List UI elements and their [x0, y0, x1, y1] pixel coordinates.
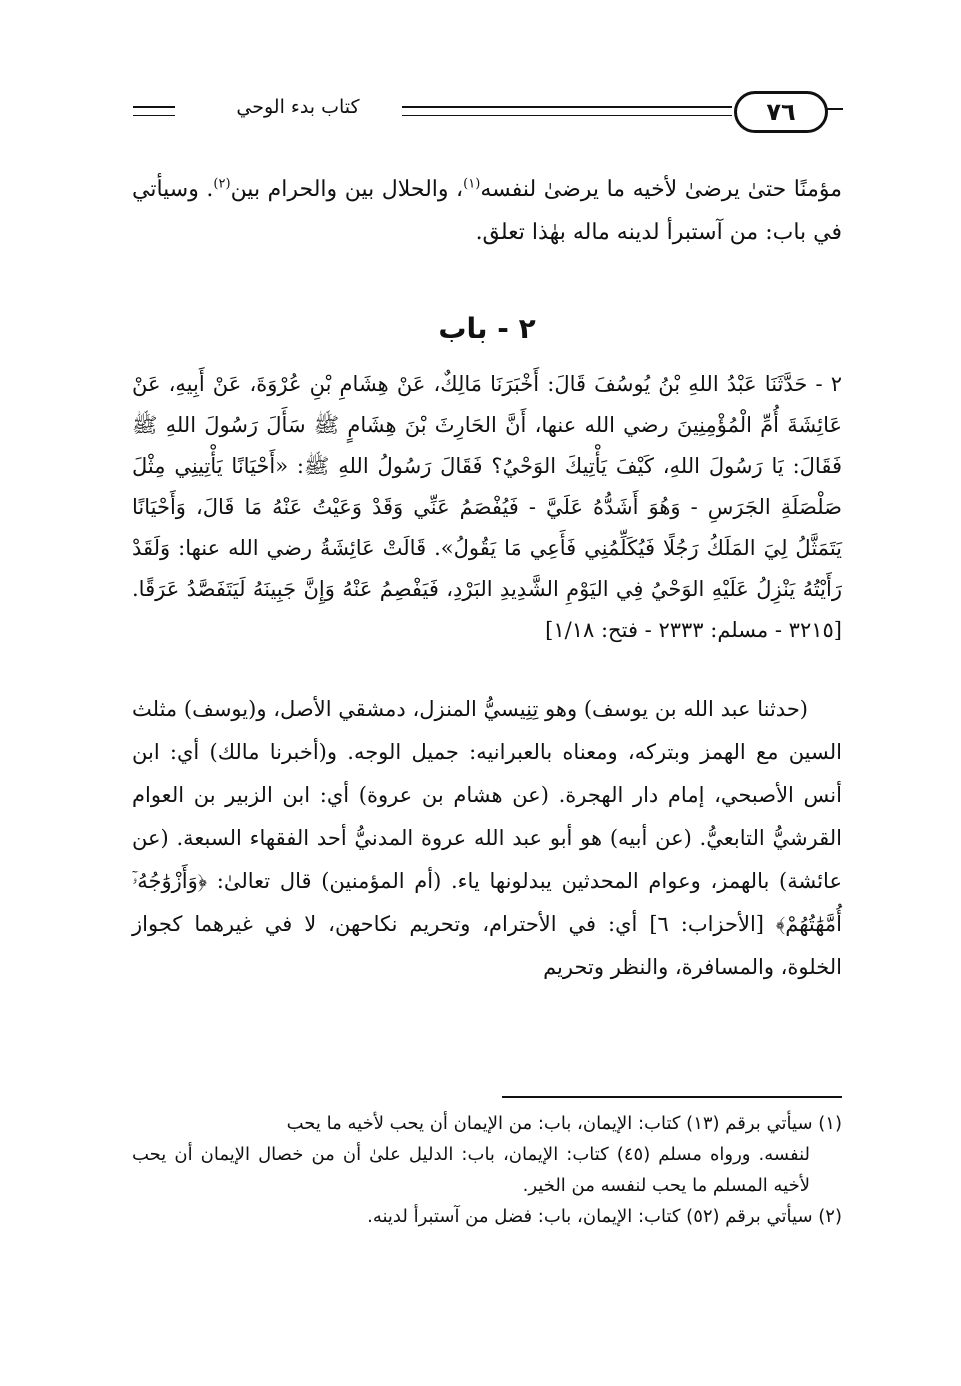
header-rule-right — [825, 108, 843, 110]
header-rule-mid-top — [402, 106, 732, 108]
footnotes — [132, 1108, 842, 1232]
top-text-2: ، والحلال بين والحرام بين — [230, 177, 464, 202]
footnote-2: (٢) سيأتي برقم (٥٢) كتاب: الإيمان، باب: فضل من آستبرأ لدينه. — [367, 1206, 842, 1227]
hadith-text: ٢ - حَدَّثَنَا عَبْدُ اللهِ بْنُ يُوسُفَ قَالَ: أَخْبَرَنَا مَالِكٌ، عَنْ هِشَامِ بْنِ عُرْوَةَ، عَنْ أَبِيهِ، عَنْ عَائِشَةَ أُمِّ الْمُؤْمِنِينَ رضي الله عنها، أَنَّ الحَارِثَ بْنَ هِشَامٍ ﷺ سَأَلَ رَسُولَ اللهِ ﷺ فَقَالَ: يَا رَسُولَ اللهِ، كَيْفَ يَأْتِيكَ الوَحْيُ؟ فَقَالَ رَسُولُ اللهِ ﷺ: «أَحْيَانًا يَأْتِينِي مِثْلَ صَلْصَلَةِ الجَرَسِ - وَهُوَ أَشَدُّهُ عَلَيَّ - فَيُفْصَمُ عَنِّي وَقَدْ وَعَيْتُ عَنْهُ مَا قَالَ، وَأَحْيَانًا يَتَمَثَّلُ لِيَ المَلَكُ رَجُلًا فَيُكَلِّمُنِي فَأَعِي مَا يَقُولُ». قَالَتْ عَائِشَةُ رضي الله عنها: وَلَقَدْ رَأَيْتُهُ يَنْزِلُ عَلَيْهِ الوَحْيُ فِي اليَوْمِ الشَّدِيدِ البَرْدِ، فَيَفْصِمُ عَنْهُ وَإِنَّ جَبِينَهُ لَيَتَفَصَّدُ عَرَقًا. — [132, 372, 842, 601]
footnote-1-line: (١) سيأتي برقم (١٣) كتاب: الإيمان، باب: من الإيمان أن يحب لأخيه ما يحب — [286, 1113, 842, 1134]
footnote-separator — [502, 1096, 842, 1098]
book-title: كتاب بدء الوحي — [236, 96, 360, 118]
hadith-block — [132, 364, 842, 651]
top-text-3: . وسيأتي في باب: من آستبرأ لدينه ماله بهٰذا تعلق. — [132, 177, 842, 245]
commentary-paragraph: (حدثنا عبد الله بن يوسف) وهو تِنِيسيُّ المنزل، دمشقي الأصل، و(يوسف) مثلث السين مع الهمز وبتركه، ومعناه بالعبرانيه: جميل الوجه. و(أخبرنا مالك) أي: ابن أنس الأصبحي، إمام دار الهجرة. (عن هشام بن عروة) أي: ابن الزبير بن العوام القرشيُّ التابعيُّ. (عن أبيه) هو أبو عبد الله عروة المدنيُّ أحد الفقهاء السبعة. (عن عائشة) بالهمز، وعوام المحدثين يبدلونها ياء. (أم المؤمنين) قال تعالىٰ: ﴿وَأَزْوَٰجُهُۥٓ أُمَّهَٰتُهُمْ﴾ [الأحزاب: ٦] أي: في الأحترام، وتحريم نكاحهن، لا في غيرهما كجواز الخلوة، والمسافرة، والنظر وتحريم — [132, 697, 842, 979]
header-rule-mid-bottom — [402, 115, 732, 116]
hadith-citation: [٣٢١٥ - مسلم: ٢٣٣٣ - فتح: ١/١٨] — [545, 618, 842, 642]
page-number: ٧٦ — [734, 91, 828, 133]
footnote-ref-1[interactable]: (١) — [463, 176, 481, 192]
header-rule-left-bottom — [133, 115, 175, 116]
section-heading: ٢ - باب — [438, 312, 536, 345]
top-text-1: مؤمنًا حتىٰ يرضىٰ لأخيه ما يرضىٰ لنفسه — [480, 177, 843, 202]
top-paragraph — [132, 168, 842, 254]
footnote-1-continuation: لنفسه. ورواه مسلم (٤٥) كتاب: الإيمان، باب: الدليل علىٰ أن من خصال الإيمان أن يحب لأخيه المسلم ما يحب لنفسه من الخير. — [132, 1144, 810, 1196]
header-rule-left-top — [133, 106, 175, 108]
page-header — [0, 88, 961, 138]
footnote-ref-2[interactable]: (٢) — [213, 176, 231, 192]
